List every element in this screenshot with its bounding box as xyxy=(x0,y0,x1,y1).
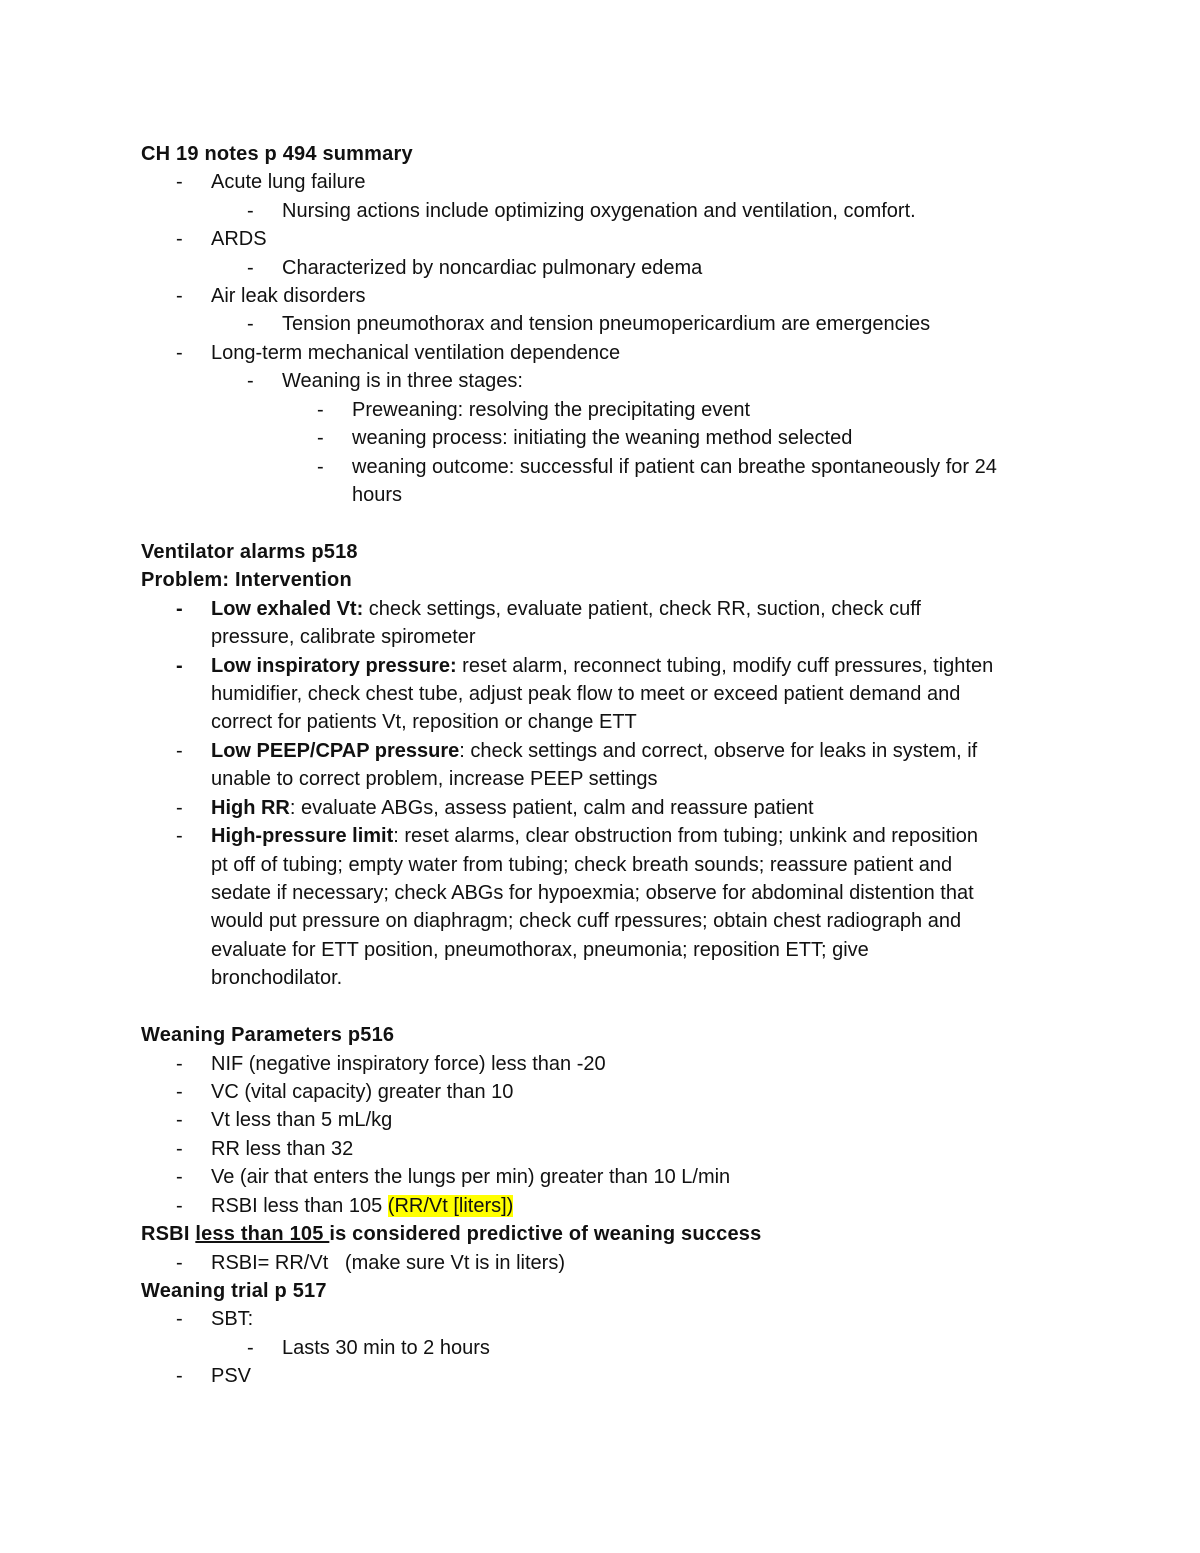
list-item: Air leak disorders xyxy=(211,285,366,307)
section-title-ch19: CH 19 notes p 494 summary xyxy=(141,143,413,165)
list-item: PSV xyxy=(211,1365,252,1387)
list-item xyxy=(211,737,977,765)
bullet-dash: - xyxy=(176,1138,183,1160)
list-item xyxy=(211,652,993,680)
bullet-dash: - xyxy=(176,285,183,307)
list-item: RR less than 32 xyxy=(211,1138,354,1160)
list-item-continuation: evaluate for ETT position, pneumothorax, pneumonia; reposition ETT; give xyxy=(211,939,869,961)
list-item: Vt less than 5 mL/kg xyxy=(211,1109,393,1131)
list-item-continuation: correct for patients Vt, reposition or change ETT xyxy=(211,711,637,733)
bullet-dash: - xyxy=(176,740,183,762)
bullet-dash: - xyxy=(176,598,183,620)
list-item: Long-term mechanical ventilation dependence xyxy=(211,342,621,364)
list-item: Characterized by noncardiac pulmonary edema xyxy=(282,257,703,279)
list-item: SBT: xyxy=(211,1308,254,1330)
list-item xyxy=(211,595,921,623)
highlighted-text: (RR/Vt [liters]) xyxy=(387,1195,514,1217)
list-item: VC (vital capacity) greater than 10 xyxy=(211,1081,514,1103)
list-item: Weaning is in three stages: xyxy=(282,370,523,392)
list-item: Preweaning: resolving the precipitating event xyxy=(352,399,751,421)
list-item xyxy=(211,1192,513,1220)
list-item: weaning process: initiating the weaning method selected xyxy=(352,427,853,449)
list-item: Acute lung failure xyxy=(211,171,366,193)
list-item: Lasts 30 min to 2 hours xyxy=(282,1337,490,1359)
alarm-text: : check settings and correct, observe for leaks in system, if xyxy=(459,740,978,762)
bullet-dash: - xyxy=(176,1081,183,1103)
list-item xyxy=(211,822,978,850)
rsbi-statement-b: is considered predictive of weaning success xyxy=(329,1223,762,1245)
rsbi-item-text: RSBI less than 105 xyxy=(211,1195,388,1217)
list-item: Nursing actions include optimizing oxygenation and ventilation, comfort. xyxy=(282,200,916,222)
alarm-text: check settings, evaluate patient, check RR, suction, check cuff xyxy=(363,598,921,620)
bullet-dash: - xyxy=(176,1195,183,1217)
bullet-dash: - xyxy=(176,1365,183,1387)
bullet-dash: - xyxy=(176,1109,183,1131)
list-item-continuation: would put pressure on diaphragm; check cuff rpessures; obtain chest radiograph and xyxy=(211,910,962,932)
list-item-continuation: humidifier, check chest tube, adjust peak flow to meet or exceed patient demand and xyxy=(211,683,961,705)
list-item: weaning outcome: successful if patient can breathe spontaneously for 24 xyxy=(352,456,997,478)
bullet-dash: - xyxy=(176,797,183,819)
bullet-dash: - xyxy=(317,456,324,478)
bullet-dash: - xyxy=(176,228,183,250)
bullet-dash: - xyxy=(176,342,183,364)
bullet-dash: - xyxy=(176,1252,183,1274)
list-item-continuation: bronchodilator. xyxy=(211,967,343,989)
rsbi-statement-underlined: less than 105 xyxy=(195,1223,330,1245)
bullet-dash: - xyxy=(247,1337,254,1359)
list-item: Tension pneumothorax and tension pneumopericardium are emergencies xyxy=(282,313,931,335)
alarm-label: Low inspiratory pressure: xyxy=(211,655,457,677)
section-title-trial: Weaning trial p 517 xyxy=(141,1280,327,1302)
alarm-text: : evaluate ABGs, assess patient, calm and reassure patient xyxy=(289,797,814,819)
list-item: ARDS xyxy=(211,228,267,250)
bullet-dash: - xyxy=(176,655,183,677)
alarm-label: High RR xyxy=(211,797,290,819)
rsbi-statement xyxy=(141,1220,761,1248)
alarm-label: Low exhaled Vt: xyxy=(211,598,364,620)
rsbi-statement-a: RSBI xyxy=(141,1223,196,1245)
alarm-text: reset alarm, reconnect tubing, modify cuff pressures, tighten xyxy=(456,655,994,677)
list-item xyxy=(211,794,814,822)
bullet-dash: - xyxy=(176,1166,183,1188)
list-item-continuation: pressure, calibrate spirometer xyxy=(211,626,476,648)
bullet-dash: - xyxy=(317,399,324,421)
bullet-dash: - xyxy=(176,825,183,847)
list-item-continuation: unable to correct problem, increase PEEP settings xyxy=(211,768,658,790)
list-item-continuation: hours xyxy=(352,484,403,506)
list-item: RSBI= RR/Vt (make sure Vt is in liters) xyxy=(211,1252,565,1274)
section-title-weaning: Weaning Parameters p516 xyxy=(141,1024,395,1046)
list-item-continuation: sedate if necessary; check ABGs for hypoexmia; observe for abdominal distention that xyxy=(211,882,974,904)
list-item-continuation: pt off of tubing; empty water from tubing; check breath sounds; reassure patient and xyxy=(211,854,953,876)
bullet-dash: - xyxy=(247,200,254,222)
bullet-dash: - xyxy=(176,171,183,193)
list-item: Ve (air that enters the lungs per min) greater than 10 L/min xyxy=(211,1166,731,1188)
section-title-alarms: Ventilator alarms p518 xyxy=(141,541,358,563)
list-item: NIF (negative inspiratory force) less than -20 xyxy=(211,1053,606,1075)
bullet-dash: - xyxy=(176,1053,183,1075)
section-subtitle-alarms: Problem: Intervention xyxy=(141,569,352,591)
alarm-label: High-pressure limit xyxy=(211,825,394,847)
bullet-dash: - xyxy=(176,1308,183,1330)
bullet-dash: - xyxy=(317,427,324,449)
alarm-text: : reset alarms, clear obstruction from tubing; unkink and reposition xyxy=(393,825,978,847)
bullet-dash: - xyxy=(247,257,254,279)
alarm-label: Low PEEP/CPAP pressure xyxy=(211,740,460,762)
bullet-dash: - xyxy=(247,370,254,392)
bullet-dash: - xyxy=(247,313,254,335)
